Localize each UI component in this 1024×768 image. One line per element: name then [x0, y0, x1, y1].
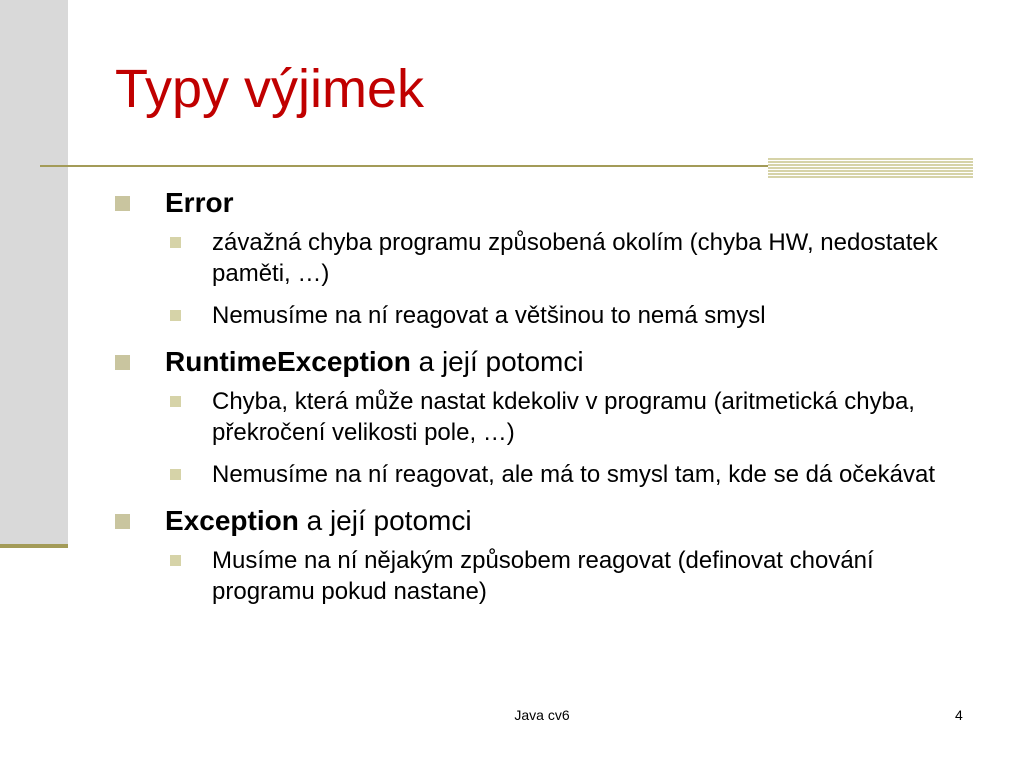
bullet-item-exception [115, 501, 975, 541]
bullet-text: a její potomci [298, 505, 472, 536]
sub-bullet-text: Nemusíme na ní reagovat, ale má to smysl tam, kde se dá očekávat [212, 461, 935, 488]
square-bullet-icon [115, 355, 130, 370]
page-number: 4 [955, 707, 963, 723]
sub-bullet-item [115, 386, 975, 448]
square-bullet-icon [115, 514, 130, 529]
sub-bullet-text: Chyba, která může nastat kdekoliv v programu (aritmetická chyba, překročení velikosti pole, …) [212, 388, 915, 446]
slide-title: Typy výjimek [115, 59, 425, 119]
footer-title: Java cv6 [514, 707, 570, 723]
square-bullet-icon [170, 310, 181, 321]
sub-bullet-item [115, 459, 975, 490]
accent-stripes-decoration [768, 158, 973, 179]
slide-content [115, 183, 975, 618]
square-bullet-icon [170, 469, 181, 480]
sub-bullet-item [115, 300, 975, 331]
bullet-keyword: RuntimeException [165, 346, 411, 377]
bullet-text: a její potomci [410, 346, 584, 377]
square-bullet-icon [115, 196, 130, 211]
sub-bullet-text: Nemusíme na ní reagovat a většinou to nemá smysl [212, 302, 766, 329]
sub-bullet-text: závažná chyba programu způsobená okolím (chyba HW, nedostatek paměti, …) [212, 229, 938, 287]
side-bar-base-line [0, 544, 68, 548]
side-bar-decoration [0, 0, 68, 547]
bullet-item-runtimeexception [115, 342, 975, 382]
sub-bullet-item [115, 545, 975, 607]
sub-bullet-item [115, 227, 975, 289]
sub-bullet-text: Musíme na ní nějakým způsobem reagovat (definovat chování programu pokud nastane) [212, 547, 874, 605]
square-bullet-icon [170, 396, 181, 407]
square-bullet-icon [170, 555, 181, 566]
bullet-keyword: Error [165, 187, 234, 218]
square-bullet-icon [170, 237, 181, 248]
bullet-keyword: Exception [165, 505, 299, 536]
bullet-item-error [115, 183, 975, 223]
